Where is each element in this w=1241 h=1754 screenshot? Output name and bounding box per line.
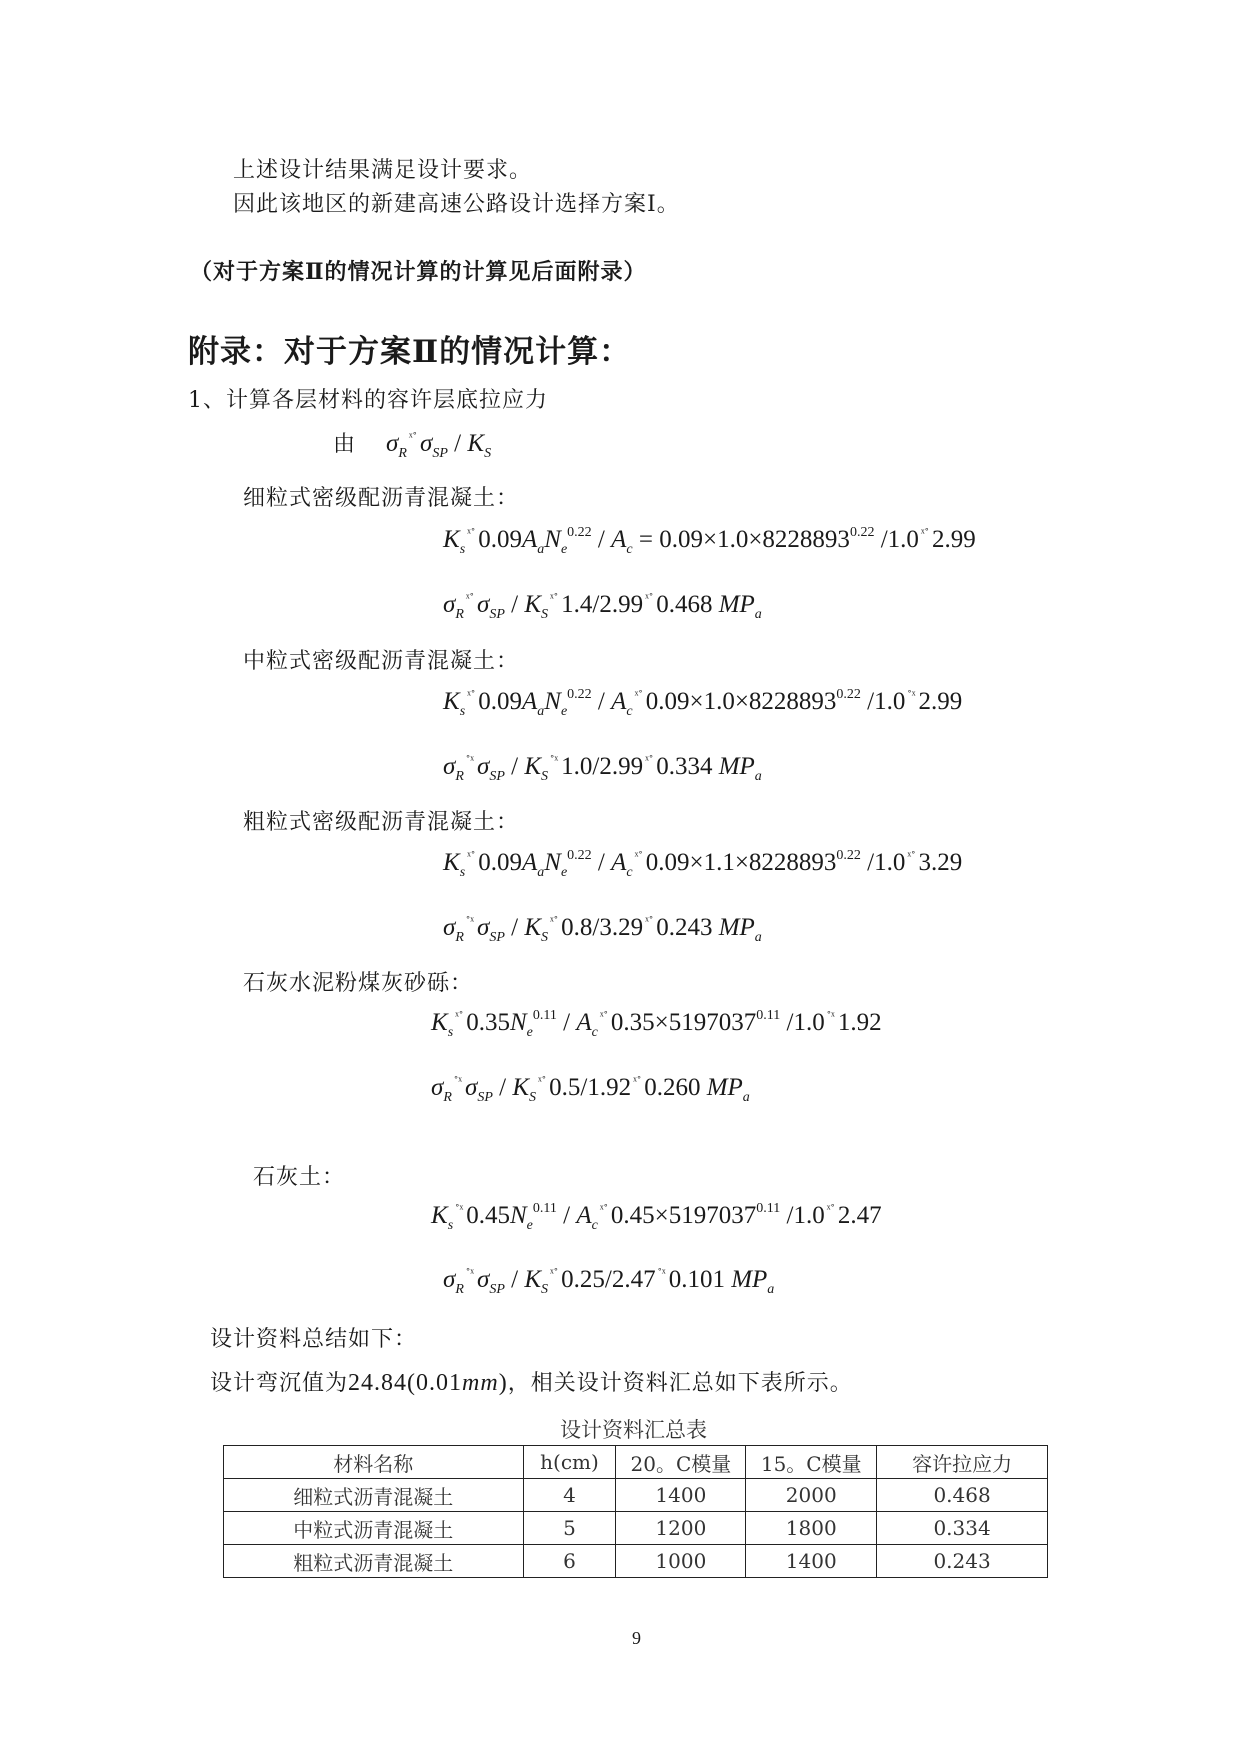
fine-sigma-formula: $\sigma_R^{ˣ˚}$ $\sigma_{SP} / K_S^{ˣ˚}$ 1.4/2.99 $^{ˣ˚}$ 0.468 $MP_a$ (443, 590, 762, 622)
header-modulus-15: 15。C模量 (746, 1446, 877, 1479)
lime-soil-sigma-formula: $\sigma_R^{˚ˣ}$ $\sigma_{SP} / K_S^{ˣ˚}$ 0.25/2.47 $^{˚ˣ}$ 0.101 $MP_a$ (443, 1265, 775, 1297)
medium-asphalt-label: 中粒式密级配沥青混凝土： (243, 649, 520, 674)
header-allowable-stress: 容许拉应力 (877, 1446, 1048, 1479)
cell-allowable-stress: 0.243 (877, 1545, 1048, 1578)
table-row (224, 1545, 1048, 1578)
cell-modulus-15: 1400 (746, 1545, 877, 1578)
base-formula: 由 $\sigma_R^{ˣ˚}$ $\sigma_{SP} / K_S$ (333, 429, 492, 461)
conclusion-line: 上述设计结果满足设计要求。 (233, 158, 533, 183)
cell-allowable-stress: 0.468 (877, 1479, 1048, 1512)
coarse-ks-formula: $K_s^{ˣ˚}$ $0.09A_aN_e^{0.22} / A_c^{ˣ˚}$ $0.09\times 1.1\times 8228893^{0.22}$ /1.0 $^{ˣ˚}$ 3.29 (443, 848, 963, 880)
cell-allowable-stress: 0.334 (877, 1512, 1048, 1545)
fine-asphalt-label: 细粒式密级配沥青混凝土： (243, 486, 520, 511)
summary-intro: 设计资料总结如下： (210, 1327, 418, 1352)
coarse-sigma-formula: $\sigma_R^{˚ˣ}$ $\sigma_{SP} / K_S^{ˣ˚}$ 0.8/3.29 $^{ˣ˚}$ 0.243 $MP_a$ (443, 913, 762, 945)
appendix-note: （对于方案Ⅱ的情况计算的计算见后面附录） (190, 259, 647, 285)
cell-material: 粗粒式沥青混凝土 (224, 1545, 524, 1578)
fine-ks-formula: $K_s^{ˣ˚}$ $0.09A_aN_e^{0.22} / A_c = 0.09\times 1.0\times 8228893^{0.22}$ /1.0 $^{ˣ˚}$ 2.99 (443, 525, 976, 557)
cell-material: 中粒式沥青混凝土 (224, 1512, 524, 1545)
step-1-heading: 1、计算各层材料的容许层底拉应力 (188, 388, 548, 413)
scheme-choice-line: 因此该地区的新建高速公路设计选择方案Ⅰ。 (233, 192, 680, 217)
lime-cement-sigma-formula: $\sigma_R^{˚ˣ}$ $\sigma_{SP} / K_S^{ˣ˚}$ 0.5/1.92 $^{ˣ˚}$ 0.260 $MP_a$ (431, 1073, 750, 1105)
cell-modulus-20: 1000 (616, 1545, 746, 1578)
lime-cement-flyash-label: 石灰水泥粉煤灰砂砾： (243, 971, 474, 996)
cell-thickness: 5 (523, 1512, 616, 1545)
lime-soil-label: 石灰土： (253, 1165, 346, 1190)
table-row (224, 1512, 1048, 1545)
lime-soil-ks-formula: $K_s^{˚ˣ}$ $0.45N_e^{0.11} / A_c^{ˣ˚}$ $0.45\times 5197037^{0.11}$ /1.0 $^{ˣ˚}$ 2.47 (431, 1201, 882, 1233)
cell-thickness: 6 (523, 1545, 616, 1578)
table-title: 设计资料汇总表 (560, 1418, 707, 1442)
design-summary-table (223, 1445, 1048, 1578)
coarse-asphalt-label: 粗粒式密级配沥青混凝土： (243, 810, 520, 835)
deflection-sentence: 设计弯沉值为24.84(0.01mm)，相关设计资料汇总如下表所示。 (210, 1370, 853, 1396)
cell-modulus-20: 1200 (616, 1512, 746, 1545)
cell-modulus-20: 1400 (616, 1479, 746, 1512)
table-header-row (224, 1446, 1048, 1479)
medium-ks-formula: $K_s^{ˣ˚}$ $0.09A_aN_e^{0.22} / A_c^{ˣ˚}$ $0.09\times 1.0\times 8228893^{0.22}$ /1.0 $^{˚ˣ}$ 2.99 (443, 687, 963, 719)
table-row (224, 1479, 1048, 1512)
header-material: 材料名称 (224, 1446, 524, 1479)
cell-material: 细粒式沥青混凝土 (224, 1479, 524, 1512)
lime-cement-ks-formula: $K_s^{ˣ˚}$ $0.35N_e^{0.11} / A_c^{ˣ˚}$ $0.35\times 5197037^{0.11}$ /1.0 $^{˚ˣ}$ 1.92 (431, 1008, 882, 1040)
header-modulus-20: 20。C模量 (616, 1446, 746, 1479)
cell-modulus-15: 2000 (746, 1479, 877, 1512)
appendix-heading: 附录：对于方案Ⅱ的情况计算： (188, 334, 632, 370)
medium-sigma-formula: $\sigma_R^{˚ˣ}$ $\sigma_{SP} / K_S^{˚ˣ}$ 1.0/2.99 $^{ˣ˚}$ 0.334 $MP_a$ (443, 752, 762, 784)
cell-modulus-15: 1800 (746, 1512, 877, 1545)
page-number: 9 (632, 1628, 641, 1648)
header-thickness: h(cm) (523, 1446, 616, 1479)
cell-thickness: 4 (523, 1479, 616, 1512)
